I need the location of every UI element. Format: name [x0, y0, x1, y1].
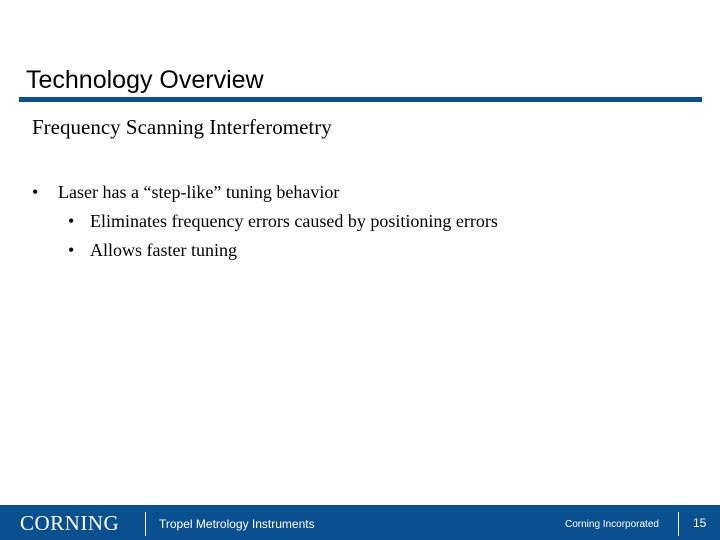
- footer-divider: [145, 512, 146, 536]
- footer-bar: [0, 505, 720, 540]
- sub-bullet-item: [68, 210, 498, 232]
- footer-product-name: Tropel Metrology Instruments: [159, 517, 315, 531]
- sub-bullet-item: [68, 239, 237, 261]
- footer-company-name: Corning Incorporated: [565, 519, 659, 530]
- title-rule: [19, 97, 702, 102]
- page-number: 15: [693, 516, 707, 530]
- slide-subtitle: Frequency Scanning Interferometry: [32, 115, 332, 139]
- bullet-item: [32, 181, 339, 203]
- footer-divider: [678, 512, 679, 536]
- corning-logo: CORNING: [20, 511, 120, 535]
- bullet-marker: •: [32, 182, 39, 202]
- bullet-text: Laser has a “step-like” tuning behavior: [58, 182, 340, 202]
- bullet-text: Eliminates frequency errors caused by positioning errors: [90, 211, 498, 231]
- bullet-marker: •: [68, 211, 75, 231]
- bullet-marker: •: [68, 240, 75, 260]
- bullet-text: Allows faster tuning: [90, 240, 237, 260]
- slide-title: Technology Overview: [26, 66, 264, 94]
